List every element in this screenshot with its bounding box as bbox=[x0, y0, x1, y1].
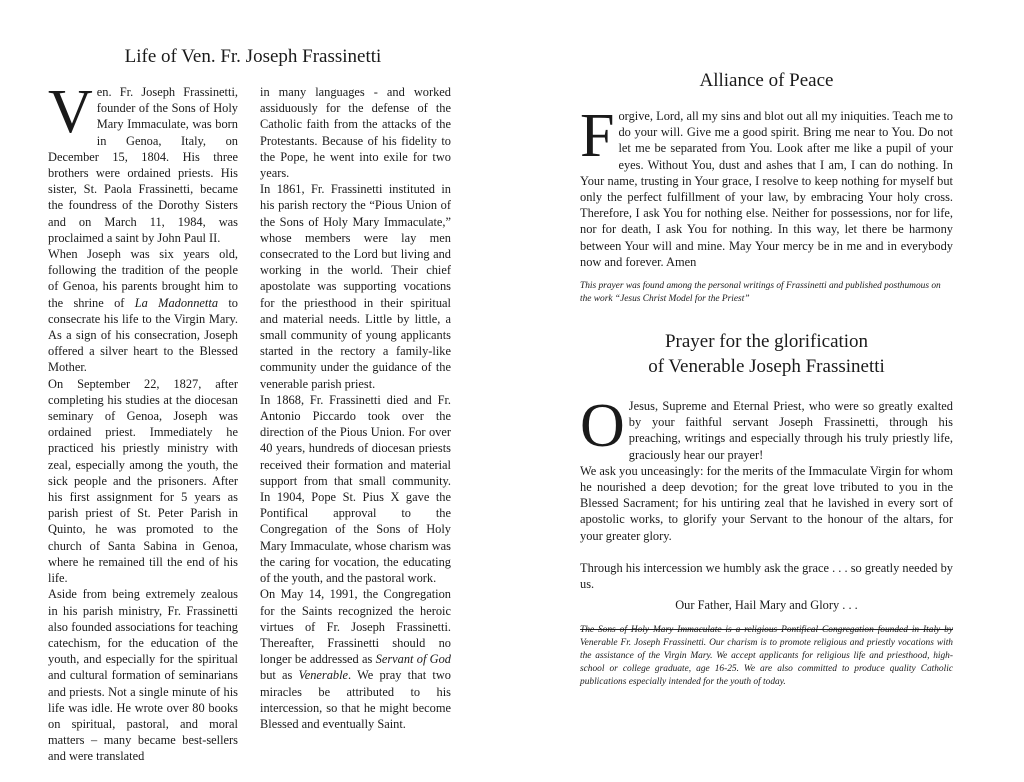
left-column-2 bbox=[260, 84, 451, 732]
alliance-prayer: Forgive, Lord, all my sins and blot out all my iniquities. Teach me to do your will. Give me a good spirit. Bring me near to You. Do not let me be separated from You. Look after me like a pupil of your eyes. Without You, dust and ashes that I am, I can do nothing. In Your name, trusting in Your grace, I resolve to keep nothing for myself but only the perfect fulfillment of your law, by embracing Your holy cross. Therefore, I ask You for nothing else. Neither for possessions, nor for life, nor for death, I ask You for nothing. In this way, let there be harmony between Your will and mine. May Your mercy be in me and in everybody now and forever. Amen bbox=[580, 102, 953, 269]
life-paragraph-1: Ven. Fr. Joseph Frassinetti, founder of the Sons of Holy Mary Immaculate, was born in Genoa, Italy, on December 15, 1804. His three brothers were ordained priests. His sister, St. Paola Frassinetti, became the foundress of the Dorothy Sisters and on March 11, 1984, was proclaimed a saint by John Paul II. bbox=[48, 78, 238, 245]
dropcap-f: F bbox=[580, 102, 615, 170]
glorification-prayer bbox=[580, 392, 953, 592]
left-column-1 bbox=[48, 78, 238, 765]
alliance-title: Alliance of Peace bbox=[699, 70, 834, 91]
life-paragraph-6: In 1861, Fr. Frassinetti instituted in his parish rectory the “Pious Union of the Sons of Holy Mary Immaculate,” whose members were lay men consecrated to the Lord but living and working in the world. Their chief apostolate was supporting vocations for the priesthood in their spiritual and material needs. Little by little, a small community of young applicants started in the rectory a family-like community under the guidance of the venerable parish priest. bbox=[260, 182, 451, 391]
life-title: Life of Ven. Fr. Joseph Frassinetti bbox=[124, 46, 382, 67]
life-paragraph-7: In 1868, Fr. Frassinetti died and Fr. Antonio Piccardo took over the direction of the Pious Union. For over 40 years, hundreds of diocesan priests received their formation and material support from that small community. In 1904, Pope St. Pius X gave the Pontifical approval to the Congregation of the Sons of Holy Mary Immaculate, whose charism was the caring for vocation, the educating of the youth, and the pastoral work. bbox=[260, 392, 451, 586]
footer-note: The Sons of Holy Mary Immaculate is a religious Pontifical Congregation founded in Italy by Venerable Fr. Joseph Frassinetti. Our charism is to promote religious and priestly vocations with the assistance of the Virgin Mary. We accept applicants for religious life and priesthood, high-school or college graduate, age 16-25. We are also committed to produce quality Catholic publications especially intended for the youth of today. bbox=[580, 625, 953, 687]
life-paragraph-3: On September 22, 1827, after completing his studies at the diocesan seminary of Genoa, Joseph was ordained priest. Immediately he practiced his priestly ministry with zeal, especially among the youth, the sick people and the prisoners. After his first assignment for 5 years as parish priest of St. Peter Parish in Quinto, he was promoted to the church of Santa Sabina in Genoa, where he remained till the end of his life. bbox=[48, 376, 238, 586]
dropcap-o: O bbox=[580, 392, 625, 460]
closing-prayer: Our Father, Hail Mary and Glory . . . bbox=[675, 598, 858, 612]
dropcap-v: V bbox=[48, 78, 93, 146]
life-paragraph-5: in many languages - and worked assiduously for the defense of the Catholic faith from the attacks of the Protestants. Because of his fidelity to the Pope, he went into exile for two years. bbox=[260, 85, 451, 181]
life-paragraph-8: On May 14, 1991, the Congregation for the Saints recognized the heroic virtues of Fr. Joseph Frassinetti. Thereafter, Frassinetti should no longer be addressed as Servant of God but as Venerable. We pray that two miracles be attributed to his intercession, so that he might become Blessed and eventually Saint. bbox=[260, 587, 451, 731]
alliance-note: This prayer was found among the personal writings of Frassinetti and published posthumous on the work “Jesus Christ Model for the Priest” bbox=[580, 281, 941, 304]
life-paragraph-4: Aside from being extremely zealous in his parish ministry, Fr. Frassinetti also founded associations for teaching catechism, for the education of the youth, and especially for the spiritual and cultural formation of seminarians and priests. Not a single minute of his life was idle. He wrote over 80 books on spiritual, pastoral, and moral matters – many became best-sellers and were translated bbox=[48, 587, 238, 764]
glorification-paragraph-2: We ask you unceasingly: for the merits of the Immaculate Virgin for whom he nourished a deep devotion; for the great love tributed to you in the Blessed Sacrament; for his untiring zeal that he lavished in every sort of apostolic works, to glorify your Servant to the honour of the altars, for your greater glory. bbox=[580, 463, 953, 543]
glorification-paragraph-3: Through his intercession we humbly ask the grace . . . so greatly needed by us. bbox=[580, 560, 953, 592]
life-paragraph-2: When Joseph was six years old, following the tradition of the people of Genoa, his parents brought him to the shrine of La Madonnetta to consecrate his life to the Virgin Mary. As a sign of his consecration, Joseph offered a silver heart to the Blessed Mother. bbox=[48, 247, 238, 375]
glorification-paragraph-1: O Jesus, Supreme and Eternal Priest, who were so greatly exalted by your faithful servant Joseph Frassinetti, through his preaching, writings and especially through his truly priestly life, graciously hear our prayer! bbox=[580, 392, 953, 462]
glorification-title: Prayer for the glorification of Venerable Joseph Frassinetti bbox=[648, 331, 885, 377]
